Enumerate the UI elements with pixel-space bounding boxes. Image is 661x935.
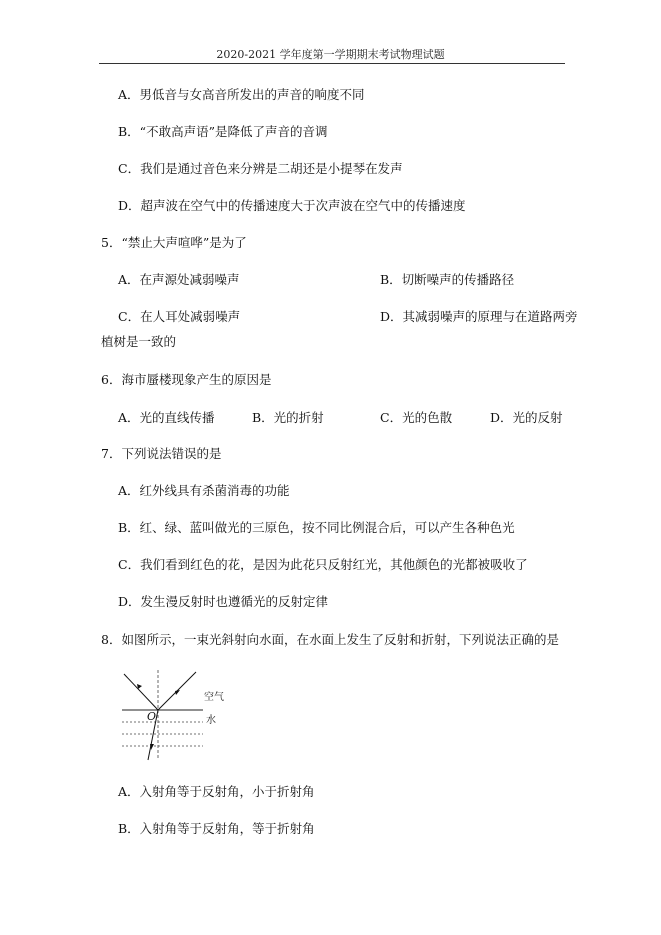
page-header: 2020-2021 学年度第一学期期末考试物理试题 (216, 48, 445, 61)
q5-option-d: D．其减弱噪声的原理与在道路两旁 (380, 309, 578, 324)
label-air: 空气 (204, 692, 224, 703)
q6-option-b: B．光的折射 (252, 410, 324, 425)
q6-option-d: D．光的反射 (490, 410, 563, 425)
q4-option-c: C．我们是通过音色来分辨是二胡还是小提琴在发声 (118, 161, 403, 176)
q5-option-b: B．切断噪声的传播路径 (380, 272, 515, 287)
q6-option-a: A．光的直线传播 (118, 410, 215, 425)
q6-option-c: C．光的色散 (380, 410, 453, 425)
q5-option-c: C．在人耳处减弱噪声 (118, 309, 241, 324)
q7-option-b: B．红、绿、蓝叫做光的三原色，按不同比例混合后，可以产生各种色光 (118, 520, 515, 535)
q8-option-b: B．入射角等于反射角，等于折射角 (118, 821, 315, 836)
q7-stem: 7．下列说法错误的是 (101, 446, 222, 461)
q8-stem: 8．如图所示，一束光斜射向水面，在水面上发生了反射和折射，下列说法正确的是 (101, 632, 559, 647)
q4-option-b: B．“不敢高声语”是降低了声音的音调 (118, 124, 328, 139)
q4-option-d: D．超声波在空气中的传播速度大于次声波在空气中的传播速度 (118, 198, 466, 213)
q8-option-a: A．入射角等于反射角，小于折射角 (118, 784, 315, 799)
label-point-o: O (147, 710, 157, 723)
label-water: 水 (206, 715, 216, 726)
q5-option-d-continuation: 植树是一致的 (101, 334, 177, 349)
q7-option-d: D．发生漫反射时也遵循光的反射定律 (118, 594, 329, 609)
q7-option-c: C．我们看到红色的花，是因为此花只反射红光，其他颜色的光都被吸收了 (118, 557, 528, 572)
refraction-diagram (118, 664, 228, 774)
incident-arrow-icon (175, 690, 180, 695)
reflected-ray (124, 674, 158, 710)
q5-option-a: A．在声源处减弱噪声 (118, 272, 240, 287)
header-rule (99, 63, 565, 64)
q5-stem: 5．“禁止大声喧哗”是为了 (101, 235, 247, 250)
q4-option-a: A．男低音与女高音所发出的声音的响度不同 (118, 87, 365, 102)
q6-stem: 6．海市蜃楼现象产生的原因是 (101, 372, 272, 387)
q7-option-a: A．红外线具有杀菌消毒的功能 (118, 483, 290, 498)
